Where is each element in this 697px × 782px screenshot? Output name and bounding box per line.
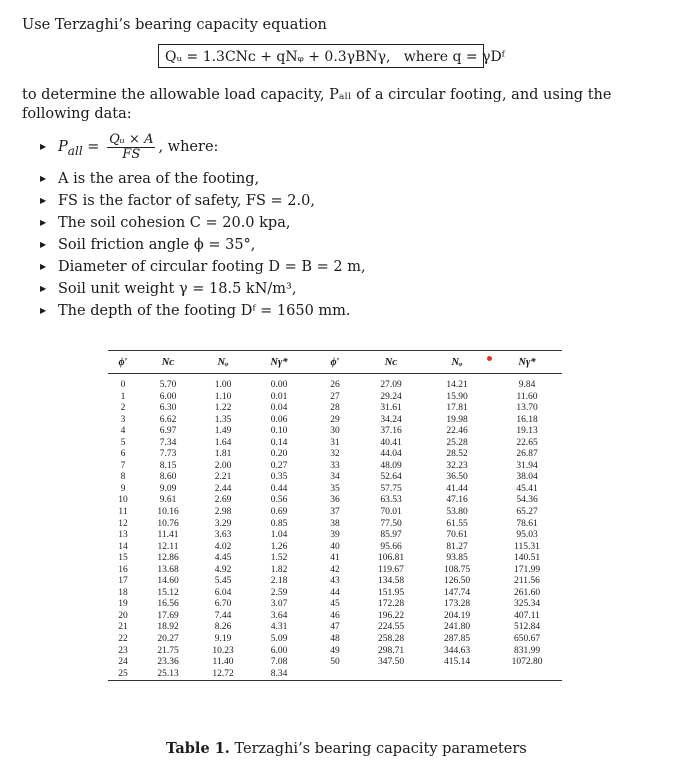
table-cell: 8.34 (248, 669, 310, 681)
table-cell: 52.64 (380, 472, 402, 483)
list-item: ▶ FS is the factor of safety, FS = 2.0, (38, 190, 366, 212)
table-cell: 9.09 (159, 483, 177, 494)
table-cell: 25 (108, 669, 138, 681)
table-cell: 26.87 (516, 449, 538, 460)
table-cell: 45 (330, 599, 340, 610)
table-cell: 0.14 (270, 437, 288, 448)
table-cell: 44 (330, 587, 340, 598)
table-cell: 23 (118, 645, 128, 656)
table-cell: 0.10 (270, 426, 288, 437)
table-cell: 15.12 (157, 587, 179, 598)
col-header-ngamma: Nγ* (248, 351, 310, 374)
table-cell: 9 (120, 483, 126, 494)
table-cell: 38.04 (516, 472, 538, 483)
table-cell: 19.13 (516, 426, 538, 437)
list-item: ▶ Diameter of circular footing D = B = 2 m, (38, 256, 366, 278)
table-cell: 20 (118, 610, 128, 621)
table-cell: 3.29 (214, 518, 232, 529)
table-row (108, 374, 562, 392)
table-cell: 40.41 (380, 437, 402, 448)
table-cell: 1.82 (270, 564, 288, 575)
col-header-nq-2: Nᵩ (422, 351, 492, 374)
pall-subscript: all (67, 143, 83, 158)
table-cell: 39 (330, 530, 340, 541)
table-cell: 48 (330, 634, 340, 645)
table-cell: 22 (118, 634, 128, 645)
table-caption (166, 740, 527, 757)
table-cell: 4.92 (214, 564, 232, 575)
table-cell: 650.67 (513, 634, 541, 645)
table-cell: 65.27 (516, 507, 538, 518)
table-cell: 45.41 (516, 483, 538, 494)
fraction-denominator: FS (122, 146, 141, 162)
pall-symbol: P (58, 139, 68, 155)
table-cell: 13.68 (157, 564, 179, 575)
table-cell: 29.24 (380, 391, 402, 402)
table-cell: 17.81 (446, 403, 468, 414)
table-cell: 14.21 (446, 380, 468, 390)
col-header-ngamma-2: Nγ* (492, 351, 562, 374)
table-cell: 41.44 (446, 483, 468, 494)
table-header-row (108, 351, 562, 374)
table-cell: 258.28 (377, 634, 405, 645)
table-cell: 16.56 (157, 599, 179, 610)
table-cell: 40 (330, 541, 340, 552)
table-cell: 3.07 (270, 599, 288, 610)
table-cell: 70.61 (446, 530, 468, 541)
table-row (108, 622, 562, 634)
table-cell: 27.09 (380, 380, 402, 390)
table-cell: 0 (120, 380, 126, 390)
table-cell: 119.67 (378, 564, 404, 575)
table-cell: 0.44 (270, 483, 288, 494)
table-cell: 13 (118, 530, 128, 541)
table-cell: 26 (330, 380, 340, 390)
table-cell: 29 (330, 414, 340, 425)
table-cell: 196.22 (377, 610, 405, 621)
table-cell: 47.16 (446, 495, 468, 506)
table-cell: 3 (120, 414, 126, 425)
table-cell: 11.40 (212, 657, 234, 668)
list-item: ▶ Soil friction angle ϕ = 35°, (38, 234, 366, 256)
table-cell: 10.23 (212, 645, 234, 656)
table-cell (310, 669, 360, 681)
list-item: ▶ A is the area of the footing, (38, 168, 366, 190)
table-cell: 241.80 (443, 622, 471, 633)
table-row (108, 507, 562, 519)
table-cell: 347.50 (377, 657, 405, 668)
table-cell: 85.97 (380, 530, 402, 541)
table-row (108, 484, 562, 496)
table-cell: 95.03 (516, 530, 538, 541)
table-cell: 7.08 (270, 657, 288, 668)
table-cell: 70.01 (380, 507, 402, 518)
table-cell: 831.99 (513, 645, 541, 656)
table-cell: 32 (330, 449, 340, 460)
terzaghi-table (108, 350, 562, 681)
table-cell: 287.85 (443, 634, 471, 645)
table-cell: 46 (330, 610, 340, 621)
col-header-phi-2: ϕ′ (310, 351, 360, 374)
table-cell: 2.18 (270, 576, 288, 587)
table-cell: 10.16 (157, 507, 179, 518)
table-cell: 12.86 (157, 553, 179, 564)
table-cell: 31.61 (380, 403, 402, 414)
table-cell: 2.69 (214, 495, 232, 506)
table-cell: 57.75 (380, 483, 402, 494)
table-cell: 35 (330, 483, 340, 494)
table-cell: 8.60 (159, 472, 177, 483)
table-cell: 12 (118, 518, 128, 529)
table-row (108, 495, 562, 507)
table-row (108, 634, 562, 646)
table-row (108, 519, 562, 531)
table-cell: 54.36 (516, 495, 538, 506)
table-cell (360, 669, 422, 681)
table-cell: 7.44 (214, 610, 232, 621)
table-cell: 16.18 (516, 414, 538, 425)
table-cell: 81.27 (446, 541, 468, 552)
table-cell: 126.50 (443, 576, 471, 587)
table-row (108, 426, 562, 438)
table-row (108, 472, 562, 484)
table-cell: 344.63 (443, 645, 471, 656)
table-cell: 2.21 (214, 472, 232, 483)
table-cell: 1.52 (270, 553, 288, 564)
table-cell: 1.00 (214, 380, 232, 390)
table-row (108, 599, 562, 611)
equation-where: where q = γDᶠ (403, 49, 505, 65)
table-cell: 108.75 (443, 564, 471, 575)
table-cell: 1.64 (214, 437, 232, 448)
table-cell: 44.04 (380, 449, 402, 460)
table-cell: 25.28 (446, 437, 468, 448)
table-cell: 48.09 (380, 460, 402, 471)
table-cell: 53.80 (446, 507, 468, 518)
table-cell: 3.63 (214, 530, 232, 541)
table-cell: 11.41 (157, 530, 179, 541)
table-cell: 325.34 (513, 599, 541, 610)
table-cell: 10 (118, 495, 128, 506)
fraction-numerator: Qᵤ × A (109, 131, 154, 147)
table-cell: 14.60 (157, 576, 179, 587)
table-cell: 1.81 (214, 449, 232, 460)
table-cell: 15 (118, 553, 128, 564)
table-cell: 0.56 (270, 495, 288, 506)
table-cell: 2.44 (214, 483, 232, 494)
table-cell: 34 (330, 472, 340, 483)
caption-label: Table 1. (166, 740, 230, 757)
table-cell: 6.70 (214, 599, 232, 610)
table-body (108, 374, 562, 681)
list-item: ▶ Soil unit weight γ = 18.5 kN/m³, (38, 278, 366, 300)
table-cell: 22.46 (446, 426, 468, 437)
table-row (108, 611, 562, 623)
table-cell: 21 (118, 622, 128, 633)
table-cell: 298.71 (377, 645, 405, 656)
table-cell: 15.90 (446, 391, 468, 402)
table-cell: 28 (330, 403, 340, 414)
table-cell: 7.34 (159, 437, 177, 448)
bearing-capacity-equation (158, 44, 505, 68)
table-row (108, 449, 562, 461)
table-row (108, 576, 562, 588)
table-cell: 20.27 (157, 634, 179, 645)
table-cell: 0.27 (270, 460, 288, 471)
table-cell: 6.04 (214, 587, 232, 598)
table-cell: 1.26 (270, 541, 288, 552)
table-row (108, 415, 562, 427)
table-row (108, 669, 562, 681)
table-row (108, 392, 562, 404)
table-cell: 24 (118, 657, 128, 668)
list-item: ▶ The soil cohesion C = 20.0 kpa, (38, 212, 366, 234)
table-cell: 14 (118, 541, 128, 552)
table-cell: 37 (330, 507, 340, 518)
pall-fraction (107, 133, 155, 162)
table-cell: 28.52 (446, 449, 468, 460)
table-cell: 27 (330, 391, 340, 402)
col-header-nq: Nᵩ (198, 351, 248, 374)
table-cell: 6.00 (159, 391, 177, 402)
caption-text: Terzaghi’s bearing capacity parameters (234, 741, 527, 757)
table-cell: 512.84 (513, 622, 541, 633)
table-cell: 10.76 (157, 518, 179, 529)
table-cell: 8.26 (214, 622, 232, 633)
pall-tail: , where: (158, 139, 219, 155)
table-cell: 17.69 (157, 610, 179, 621)
table-cell: 50 (330, 657, 340, 668)
task-paragraph: to determine the allowable load capacity, Pₐₗₗ of a circular footing, and using the following data: (22, 87, 612, 122)
col-header-phi: ϕ′ (108, 351, 138, 374)
col-header-nc-2: Nᴄ (360, 351, 422, 374)
table-cell: 1.22 (214, 403, 232, 414)
table-cell: 36.50 (446, 472, 468, 483)
table-cell: 5 (120, 437, 126, 448)
table-cell: 1.49 (214, 426, 232, 437)
table-row (108, 646, 562, 658)
table-cell: 172.28 (377, 599, 405, 610)
table-cell: 34.24 (380, 414, 402, 425)
table-cell: 49 (330, 645, 340, 656)
table-cell: 93.85 (446, 553, 468, 564)
table-cell: 22.65 (516, 437, 538, 448)
table-cell: 43 (330, 576, 340, 587)
table-cell: 32.23 (446, 460, 468, 471)
table-cell: 25.13 (138, 669, 198, 681)
table-cell: 19.98 (446, 414, 468, 425)
table-cell: 33 (330, 460, 340, 471)
table-row (108, 588, 562, 600)
table-cell: 2.00 (214, 460, 232, 471)
table-cell: 11.60 (516, 391, 538, 402)
table-cell: 6.30 (159, 403, 177, 414)
table-cell: 8 (120, 472, 126, 483)
table-cell: 5.45 (214, 576, 232, 587)
table-cell: 261.60 (513, 587, 541, 598)
table-cell: 106.81 (377, 553, 405, 564)
table-cell: 21.75 (157, 645, 179, 656)
table-cell: 0.00 (270, 380, 288, 390)
table-cell: 37.16 (380, 426, 402, 437)
col-header-nc: Nᴄ (138, 351, 198, 374)
table-cell: 2.98 (214, 507, 232, 518)
table-cell: 4.02 (214, 541, 232, 552)
table-cell: 6.97 (159, 426, 177, 437)
table-cell: 0.35 (270, 472, 288, 483)
table-cell: 0.69 (270, 507, 288, 518)
table-cell: 407.11 (514, 610, 540, 621)
table-cell: 9.61 (159, 495, 177, 506)
list-item: ▶ The depth of the footing Dᶠ = 1650 mm. (38, 300, 366, 322)
table-cell: 38 (330, 518, 340, 529)
table-cell: 47 (330, 622, 340, 633)
table-cell: 63.53 (380, 495, 402, 506)
table-cell (492, 669, 562, 681)
table-cell: 30 (330, 426, 340, 437)
table-cell: 5.70 (159, 380, 177, 390)
table-row (108, 530, 562, 542)
table-cell: 31 (330, 437, 340, 448)
table-cell: 61.55 (446, 518, 468, 529)
table-cell: 1 (120, 391, 126, 402)
table-cell: 19 (118, 599, 128, 610)
table-row (108, 542, 562, 554)
table-cell: 13.70 (516, 403, 538, 414)
table-cell: 204.19 (443, 610, 471, 621)
table-cell: 1.04 (270, 530, 288, 541)
table-cell: 1.10 (214, 391, 232, 402)
table-cell: 2.59 (270, 587, 288, 598)
table-cell: 173.28 (443, 599, 471, 610)
table-row (108, 565, 562, 577)
table-cell: 134.58 (377, 576, 405, 587)
table-cell: 77.50 (380, 518, 402, 529)
table-row (108, 461, 562, 473)
table-cell: 9.19 (214, 634, 232, 645)
table-cell: 6.62 (159, 414, 177, 425)
table-cell: 41 (330, 553, 340, 564)
table-cell: 16 (118, 564, 128, 575)
table-row (108, 553, 562, 565)
table-cell: 7.73 (159, 449, 177, 460)
table-cell: 6.00 (270, 645, 288, 656)
equation-main: Qᵤ = 1.3CNᴄ + qNᵩ + 0.3γBNγ, (165, 49, 391, 65)
table-cell: 415.14 (443, 657, 471, 668)
table-cell: 11 (118, 507, 128, 518)
table-cell: 224.55 (377, 622, 405, 633)
table-cell: 6 (120, 449, 126, 460)
table-cell: 171.99 (513, 564, 541, 575)
table-row (108, 657, 562, 669)
table-cell: 42 (330, 564, 340, 575)
data-list (38, 126, 366, 322)
intro-text: Use Terzaghi’s bearing capacity equation (22, 17, 327, 33)
table-cell: 18 (118, 587, 128, 598)
table-cell: 0.85 (270, 518, 288, 529)
table-cell: 18.92 (157, 622, 179, 633)
table-cell: 12.72 (198, 669, 248, 681)
table-cell: 1.35 (214, 414, 232, 425)
table-row (108, 403, 562, 415)
table-cell: 2 (120, 403, 126, 414)
table-cell: 23.36 (157, 657, 179, 668)
table-cell: 4.31 (270, 622, 288, 633)
table-cell: 7 (120, 460, 126, 471)
table-cell: 12.11 (157, 541, 179, 552)
table-cell: 0.06 (270, 414, 288, 425)
table-cell: 4 (120, 426, 126, 437)
table-cell: 5.09 (270, 634, 288, 645)
table-cell: 8.15 (159, 460, 177, 471)
table-cell: 17 (118, 576, 128, 587)
table-row (108, 438, 562, 450)
table-cell: 95.66 (380, 541, 402, 552)
table-cell: 9.84 (518, 380, 536, 390)
table-cell: 78.61 (516, 518, 538, 529)
table-cell: 0.01 (270, 391, 288, 402)
table-cell: 36 (330, 495, 340, 506)
table-cell: 31.94 (516, 460, 538, 471)
table-cell: 151.95 (377, 587, 405, 598)
table-cell: 147.74 (443, 587, 471, 598)
table-cell: 115.31 (514, 541, 540, 552)
table-cell: 211.56 (514, 576, 540, 587)
table-cell: 4.45 (214, 553, 232, 564)
table-cell: 0.20 (270, 449, 288, 460)
table-cell: 3.64 (270, 610, 288, 621)
table-cell: 140.51 (513, 553, 541, 564)
table-cell: 1072.80 (511, 657, 543, 668)
table-cell: 0.04 (270, 403, 288, 414)
list-item-pall: ▶ $P_{all}$ = $\frac{\text{Qᵤ × A}}{FS}$ , where: (38, 126, 366, 168)
table-cell (422, 669, 492, 681)
